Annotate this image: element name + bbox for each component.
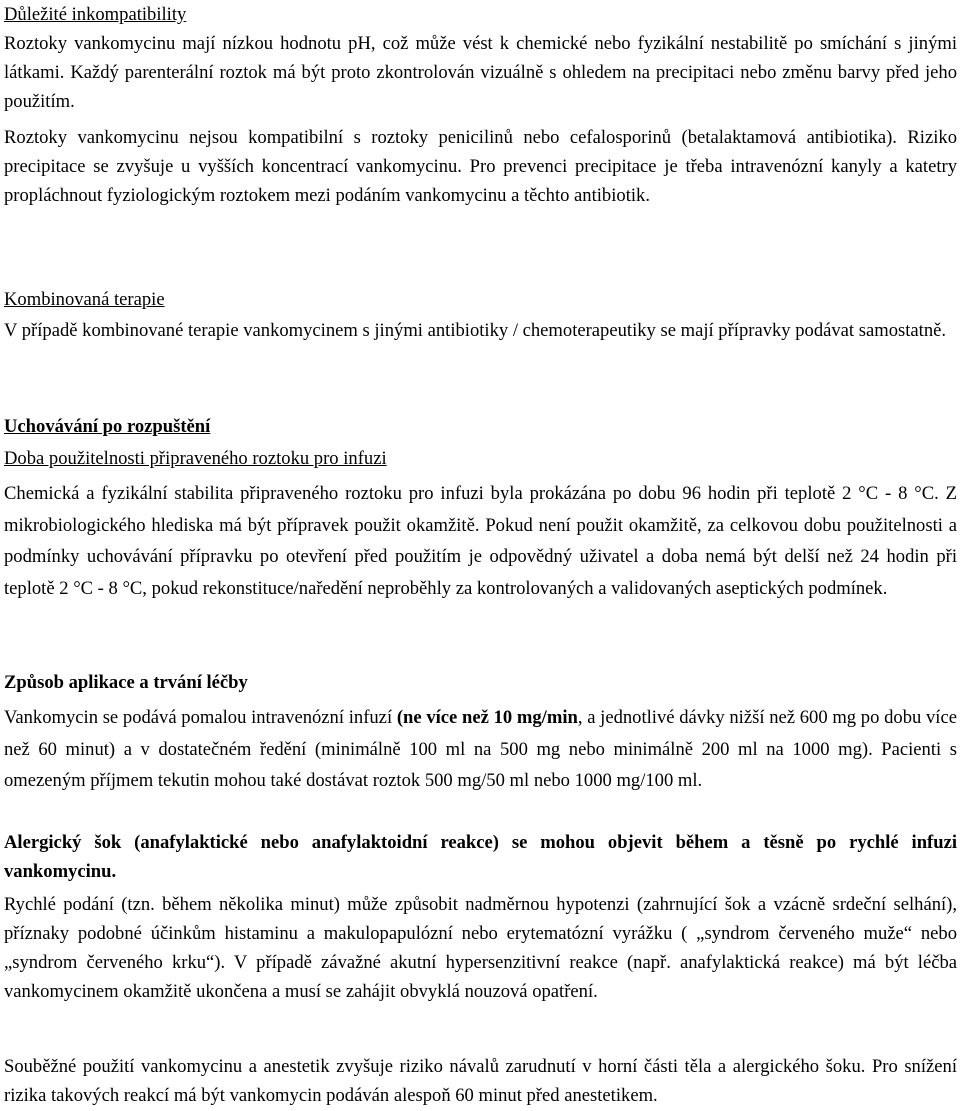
storage-subheading: Doba použitelnosti připraveného roztoku pro infuzi [4, 448, 387, 469]
administration-heading: Způsob aplikace a trvání léčby [4, 672, 248, 693]
combination-paragraph: V případě kombinované terapie vankomycinem s jinými antibiotiky / chemoterapeutiky se mají přípravky podávat samostatně. [4, 320, 947, 341]
incompatibility-heading: Důležité inkompatibility [4, 4, 187, 25]
storage-paragraph: Chemická a fyzikální stabilita připraveného roztoku pro infuzi byla prokázána po dobu 96 hodin při teplotě 2 °C - 8 °C. Z mikrobiologického hlediska má být přípravek použit okamžitě. Pokud není použit okamžitě, za celkovou dobu použitelnosti a podmínky uchovávání přípravku po otevření před použitím je odpovědný uživatel a doba nemá být delší než 24 hodin při teplotě 2 °C - 8 °C, pokud rekonstituce/naředění neproběhly za kontrolovaných a validovaných aseptických podmínek. [4, 483, 957, 599]
combination-heading: Kombinovaná terapie [4, 289, 165, 310]
administration-paragraph-1 [4, 702, 957, 797]
administration-paragraph-4: Souběžné použití vankomycinu a anestetik zvyšuje riziko návalů zarudnutí v horní části těla a alergického šoku. Pro snížení rizika takových reakcí má být vankomycin podáván alespoň 60 minut před anestetikem. [4, 1056, 957, 1106]
allergic-shock-warning: Alergický šok (anafylaktické nebo anafylaktoidní reakce) se mohou objevit během a těsně po rychlé infuzi vankomycinu. [4, 832, 957, 882]
storage-heading: Uchovávání po rozpuštění [4, 416, 211, 437]
administration-p1-end: , a jednotlivé dávky nižší než 600 mg po dobu více než 60 minut) a v dostatečném ředění (minimálně 100 ml na 500 mg nebo minimálně 200 ml na 1000 mg). Pacienti s omezeným příjmem tekutin mohou také dostávat roztok 500 mg/50 ml nebo 1000 mg/100 ml. [4, 707, 957, 791]
administration-paragraph-3: Rychlé podání (tzn. během několika minut) může způsobit nadměrnou hypotenzi (zahrnující šok a vzácně srdeční selhání), příznaky podobné účinkům histaminu a makulopapulózní nebo erytematózní vyrážku ( „syndrom červeného muže“ nebo „syndrom červeného krku“). V případě závažné akutní hypersenzitivní reakce (např. anafylaktická reakce) má být léčba vankomycinem okamžitě ukončena a musí se zahájit obvyklá nouzová opatření. [4, 894, 957, 1002]
incompatibility-paragraph-2: Roztoky vankomycinu nejsou kompatibilní s roztoky penicilinů nebo cefalosporinů (betalaktamová antibiotika). Riziko precipitace se zvyšuje u vyšších koncentrací vankomycinu. Pro prevenci precipitace je třeba intravenózní kanyly a katetry propláchnout fyziologickým roztokem mezi podáním vankomycinu a těchto antibiotik. [4, 127, 957, 206]
incompatibility-paragraph-1: Roztoky vankomycinu mají nízkou hodnotu pH, což může vést k chemické nebo fyzikální nestabilitě po smíchání s jinými látkami. Každý parenterální roztok má být proto zkontrolován vizuálně s ohledem na precipitaci nebo změnu barvy před jeho použitím. [4, 33, 957, 112]
administration-p1-start: Vankomycin se podává pomalou intravenózní infuzí [4, 707, 397, 728]
administration-p1-rate: (ne více než 10 mg/min [396, 707, 578, 728]
